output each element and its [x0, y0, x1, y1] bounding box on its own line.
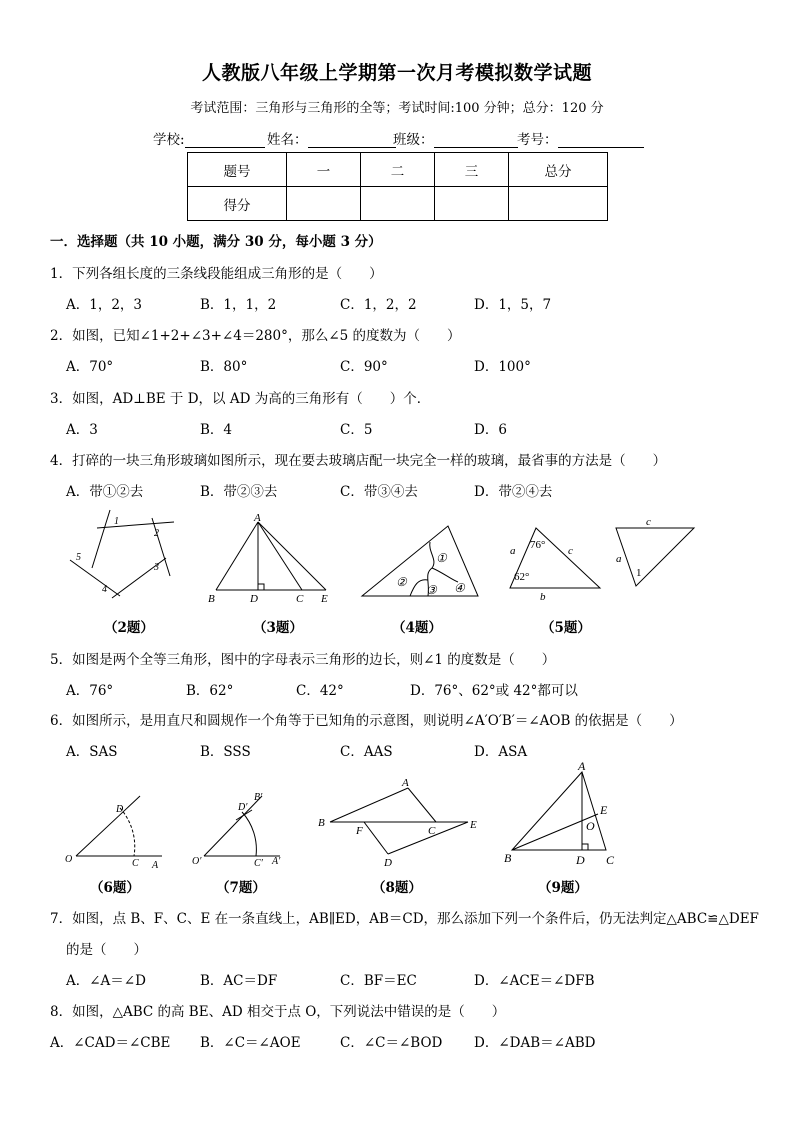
figure-caption: （8题） — [372, 880, 422, 896]
point-label: C′ — [254, 858, 263, 869]
angle-label: 2 — [154, 528, 159, 539]
figure-q7 — [192, 790, 292, 870]
point-label: A — [402, 777, 409, 789]
crack-line — [432, 568, 458, 582]
option-d: D．带②④去 — [474, 484, 553, 500]
score-header-cell: 一 — [287, 153, 361, 187]
option-a: A．1，2，3 — [66, 297, 143, 313]
angle-label: 5 — [76, 552, 81, 563]
class-field — [393, 128, 518, 148]
school-field — [153, 128, 265, 148]
triangle-right — [616, 528, 694, 586]
option-c: C．1，2，2 — [340, 297, 417, 313]
option-a: A．SAS — [66, 744, 118, 760]
point-label: C — [428, 825, 436, 837]
point-label: C — [132, 858, 139, 869]
angle-label: 1 — [114, 516, 119, 527]
exam-subtitle: 考试范围：三角形与三角形的全等；考试时间:100 分钟；总分：120 分 — [190, 101, 604, 116]
segment-ab — [330, 788, 408, 822]
question-2: 2．如图，已知∠1+2+∠3+∠4＝280°，那么∠5 的度数为（ ） — [50, 328, 461, 344]
question-5: 5．如图是两个全等三角形，图中的字母表示三角形的边长，则∠1 的度数是（ ） — [50, 652, 556, 668]
option-d: D．76°、62°或 42°都可以 — [410, 683, 578, 699]
point-label: A — [152, 860, 159, 871]
option-b: B．SSS — [200, 744, 251, 760]
school-label: 学校: — [153, 132, 185, 148]
id-label: 考号： — [517, 132, 558, 148]
point-label: B — [504, 851, 512, 865]
option-b: B．带②③去 — [200, 484, 278, 500]
right-angle-mark — [258, 584, 264, 590]
point-label: B′ — [254, 792, 263, 803]
class-label: 班级： — [393, 132, 434, 148]
question-3: 3．如图，AD⊥BE 于 D，以 AD 为高的三角形有（ ）个． — [50, 391, 431, 407]
score-header-cell: 题号 — [188, 153, 287, 187]
id-blank — [558, 133, 644, 148]
point-label: D — [576, 853, 585, 867]
figure-q9 — [502, 759, 632, 870]
option-a: A．带①②去 — [66, 484, 144, 500]
figure-caption: （6题） — [90, 880, 140, 896]
point-label: O — [65, 854, 73, 865]
option-b: B．62° — [186, 683, 234, 699]
score-header-cell: 总分 — [509, 153, 608, 187]
side-label: c — [568, 545, 573, 557]
angle-label: 1 — [636, 567, 642, 579]
figure-caption: （5题） — [541, 620, 591, 636]
question-7-continued: 的是（ ） — [66, 942, 147, 958]
piece-label: ③ — [426, 583, 437, 597]
segment-ac — [408, 788, 436, 822]
right-angle-mark — [582, 844, 588, 850]
score-cell[interactable] — [435, 187, 509, 221]
class-blank — [434, 133, 518, 148]
score-cell[interactable] — [287, 187, 361, 221]
piece-label: ④ — [454, 581, 465, 595]
point-label: C — [296, 593, 304, 605]
name-field — [267, 128, 396, 148]
angle-label: 76° — [530, 539, 546, 551]
segment-ac — [258, 522, 302, 590]
option-a: A．76° — [66, 683, 114, 699]
figure-q6 — [62, 790, 172, 870]
option-b: B．∠C＝∠AOE — [200, 1035, 301, 1051]
point-label: F — [356, 825, 363, 837]
figure-q2 — [62, 508, 182, 608]
piece-label: ① — [436, 551, 447, 565]
id-field — [517, 128, 644, 148]
figure-q4 — [358, 520, 482, 602]
figure-q5-right — [614, 514, 704, 594]
score-header-cell: 三 — [435, 153, 509, 187]
figure-q5-left — [506, 516, 606, 602]
angle-label: 62° — [514, 571, 530, 583]
figure-q3 — [206, 514, 336, 606]
score-header-cell: 二 — [361, 153, 435, 187]
option-a: A．∠A＝∠D — [66, 973, 146, 989]
point-label: D — [250, 593, 258, 605]
option-c: C．∠C＝∠BOD — [340, 1035, 443, 1051]
question-4: 4．打碎的一块三角形玻璃如图所示，现在要去玻璃店配一块完全一样的玻璃，最省事的方法是（ ） — [50, 453, 667, 469]
segment-ae — [258, 522, 326, 590]
score-cell[interactable] — [361, 187, 435, 221]
ray-ob-prime — [204, 796, 262, 856]
side-label: a — [510, 545, 516, 557]
side-label: a — [616, 553, 622, 565]
option-c: C．5 — [340, 422, 373, 438]
option-d: D．100° — [474, 359, 531, 375]
school-blank — [185, 133, 265, 148]
option-b: B．AC＝DF — [200, 973, 278, 989]
angle-label: 4 — [102, 584, 107, 595]
point-label: A′ — [272, 856, 281, 867]
page-title: 人教版八年级上学期第一次月考模拟数学试题 — [201, 62, 592, 84]
side-label: c — [646, 516, 651, 528]
point-label: E — [321, 593, 328, 605]
option-c: C．BF＝EC — [340, 973, 417, 989]
option-b: B．4 — [200, 422, 233, 438]
name-blank — [308, 133, 396, 148]
question-1: 1．下列各组长度的三条线段能组成三角形的是（ ） — [50, 266, 383, 282]
option-d: D．6 — [474, 422, 507, 438]
point-label: A — [578, 759, 586, 773]
score-table — [187, 152, 608, 221]
point-label: C — [606, 853, 615, 867]
figure-caption: （9题） — [538, 880, 588, 896]
option-a: A．70° — [66, 359, 114, 375]
point-label: A — [254, 512, 261, 524]
triangle-abc — [512, 772, 606, 850]
point-label: O — [586, 819, 595, 833]
figure-caption: （7题） — [216, 880, 266, 896]
point-label: D — [384, 857, 392, 869]
score-cell[interactable] — [509, 187, 608, 221]
question-8: 8．如图，△ABC 的高 BE、AD 相交于点 O，下列说法中错误的是（ ） — [50, 1004, 506, 1020]
pentagon-side — [92, 510, 110, 568]
point-label: O′ — [192, 856, 202, 867]
point-label: E — [600, 803, 608, 817]
point-label: B — [318, 817, 325, 829]
section-heading: 一．选择题（共 10 小题，满分 30 分，每小题 3 分） — [50, 234, 382, 250]
compass-arc — [120, 808, 135, 856]
score-table-header-row — [188, 153, 608, 187]
question-6: 6．如图所示，是用直尺和圆规作一个角等于已知角的示意图，则说明∠A′O′B′＝∠AOB 的依据是（ ） — [50, 713, 683, 729]
option-c: C．90° — [340, 359, 388, 375]
option-d: D．1，5，7 — [474, 297, 552, 313]
pentagon-side — [70, 560, 120, 596]
pentagon-side — [97, 522, 174, 528]
point-label: E — [470, 819, 477, 831]
score-row-label: 得分 — [188, 187, 287, 221]
point-label: D′ — [238, 802, 248, 813]
option-d: D．∠DAB＝∠ABD — [474, 1035, 596, 1051]
option-a: A．∠CAD＝∠CBE — [50, 1035, 171, 1051]
figure-caption: （3题） — [253, 620, 303, 636]
name-label: 姓名： — [267, 132, 308, 148]
figure-caption: （4题） — [392, 620, 442, 636]
question-7: 7．如图，点 B、F、C、E 在一条直线上，AB∥ED，AB＝CD，那么添加下列一个条件后，仍无法判定△ABC≌△DEF — [50, 911, 759, 927]
option-c: C．42° — [296, 683, 344, 699]
option-c: C．AAS — [340, 744, 393, 760]
option-a: A．3 — [66, 422, 98, 438]
ray-ob — [76, 796, 140, 856]
side-label: b — [540, 591, 546, 603]
piece-label: ② — [396, 575, 407, 589]
option-d: D．∠ACE＝∠DFB — [474, 973, 595, 989]
segment-ab — [216, 522, 258, 590]
segment-df — [364, 822, 388, 854]
option-c: C．带③④去 — [340, 484, 418, 500]
option-b: B．1，1，2 — [200, 297, 277, 313]
option-b: B．80° — [200, 359, 248, 375]
option-d: D．ASA — [474, 744, 528, 760]
compass-arc — [242, 812, 256, 856]
figure-caption: （2题） — [104, 620, 154, 636]
score-table-score-row — [188, 187, 608, 221]
point-label: B — [208, 593, 215, 605]
figure-q8 — [316, 776, 486, 872]
angle-label: 3 — [154, 562, 159, 573]
point-label: D — [116, 804, 124, 815]
